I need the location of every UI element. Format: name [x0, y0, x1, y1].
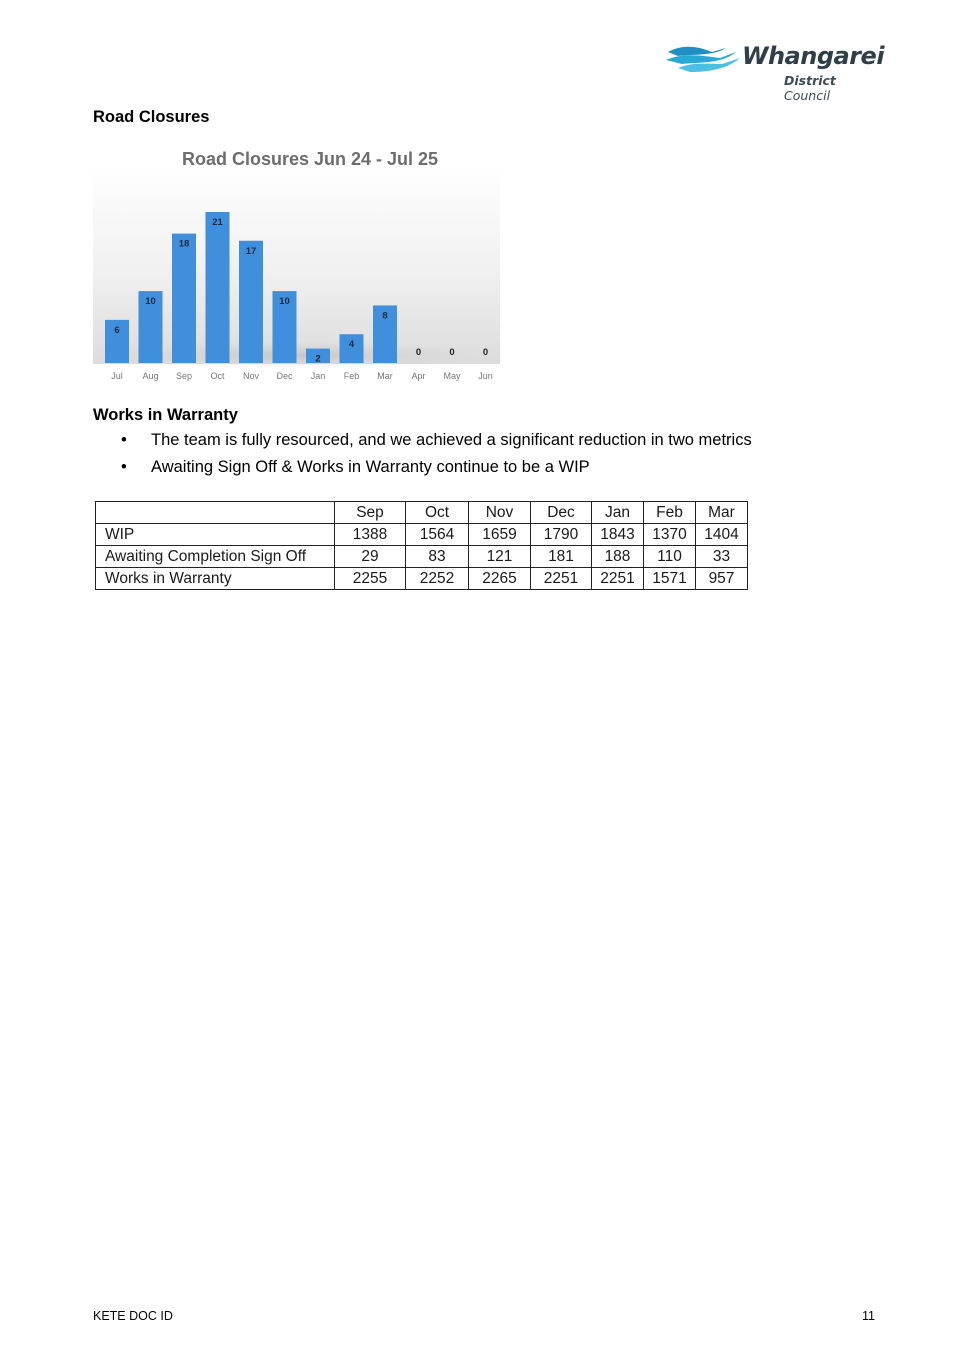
footer-page-number: 11 — [862, 1309, 875, 1323]
wave-logo-icon — [664, 42, 744, 76]
bullet-item: • Awaiting Sign Off & Works in Warranty continue to be a WIP — [93, 454, 752, 481]
chart-data-label: 0 — [482, 347, 489, 358]
table-header-cell — [96, 502, 335, 524]
table-cell: 181 — [531, 546, 592, 568]
table-cell: 1404 — [696, 524, 748, 546]
table-cell: 29 — [335, 546, 406, 568]
table-cell: 1659 — [469, 524, 531, 546]
table-cell: 121 — [469, 546, 531, 568]
chart-data-label: 8 — [382, 310, 388, 322]
logo-wordmark: Whangarei — [742, 42, 885, 70]
bullet-icon: • — [121, 458, 127, 476]
council-logo — [664, 40, 885, 103]
table-cell: 2251 — [592, 568, 644, 590]
row-label: Works in Warranty — [96, 568, 335, 590]
chart-data-label: 10 — [145, 296, 156, 308]
works-in-warranty-heading: Works in Warranty — [93, 406, 238, 424]
table-header-cell: Nov — [469, 502, 531, 524]
chart-tick-label: Mar — [377, 371, 393, 381]
chart-data-label: 18 — [178, 238, 190, 250]
table-cell: 1370 — [644, 524, 696, 546]
table-cell: 83 — [406, 546, 469, 568]
chart-data-label: 17 — [245, 245, 257, 257]
logo-subtitle: District Council — [784, 73, 836, 103]
chart-data-label: 4 — [348, 339, 355, 351]
chart-data-label: 6 — [114, 324, 120, 336]
table-header-cell: Mar — [696, 502, 748, 524]
footer-doc-id: KETE DOC ID — [93, 1309, 173, 1323]
chart-tick-label: Apr — [411, 371, 426, 381]
bullet-item: • The team is fully resourced, and we achieved a significant reduction in two metrics — [93, 427, 752, 454]
chart-tick-label: Feb — [343, 371, 360, 381]
chart-data-label: 0 — [449, 347, 455, 358]
table-row — [96, 546, 748, 568]
table-cell: 2251 — [531, 568, 592, 590]
chart-tick-label: May — [443, 371, 461, 381]
chart-bar-sep — [172, 234, 196, 363]
table-row — [96, 524, 748, 546]
chart-data-label: 0 — [415, 347, 422, 358]
chart-tick-label: Aug — [142, 371, 159, 381]
chart-data-label: 21 — [212, 217, 223, 228]
table-cell: 188 — [592, 546, 644, 568]
chart-tick-label: Jul — [111, 371, 123, 381]
chart-tick-label: Dec — [276, 371, 293, 381]
warranty-bullet-list — [93, 427, 752, 481]
chart-bar-oct — [206, 212, 230, 363]
chart-bar-nov — [239, 241, 263, 363]
chart-tick-label: Jan — [310, 371, 326, 381]
chart-tick-label: Nov — [242, 371, 260, 381]
table-header-cell: Dec — [531, 502, 592, 524]
table-header-cell: Sep — [335, 502, 406, 524]
table-cell: 1564 — [406, 524, 469, 546]
chart-tick-label: Oct — [210, 371, 225, 381]
table-cell: 957 — [696, 568, 748, 590]
table-header-cell: Feb — [644, 502, 696, 524]
warranty-table — [95, 501, 748, 590]
road-closures-chart — [93, 140, 500, 388]
table-header-cell: Jan — [592, 502, 644, 524]
table-row — [96, 568, 748, 590]
table-cell: 2255 — [335, 568, 406, 590]
table-cell: 1843 — [592, 524, 644, 546]
table-cell: 1388 — [335, 524, 406, 546]
table-cell: 2265 — [469, 568, 531, 590]
table-cell: 1790 — [531, 524, 592, 546]
chart-data-label: 10 — [279, 296, 290, 308]
bullet-icon: • — [121, 431, 127, 449]
row-label: Awaiting Completion Sign Off — [96, 546, 335, 568]
row-label: WIP — [96, 524, 335, 546]
table-cell: 2252 — [406, 568, 469, 590]
chart-title: Road Closures Jun 24 - Jul 25 — [181, 149, 439, 169]
table-cell: 110 — [644, 546, 696, 568]
chart-tick-label: Sep — [175, 371, 193, 381]
table-header-row — [96, 502, 748, 524]
chart-data-label: 2 — [315, 353, 321, 365]
table-cell: 1571 — [644, 568, 696, 590]
table-header-cell: Oct — [406, 502, 469, 524]
road-closures-heading: Road Closures — [93, 108, 210, 126]
table-cell: 33 — [696, 546, 748, 568]
chart-tick-label: Jun — [478, 371, 493, 381]
